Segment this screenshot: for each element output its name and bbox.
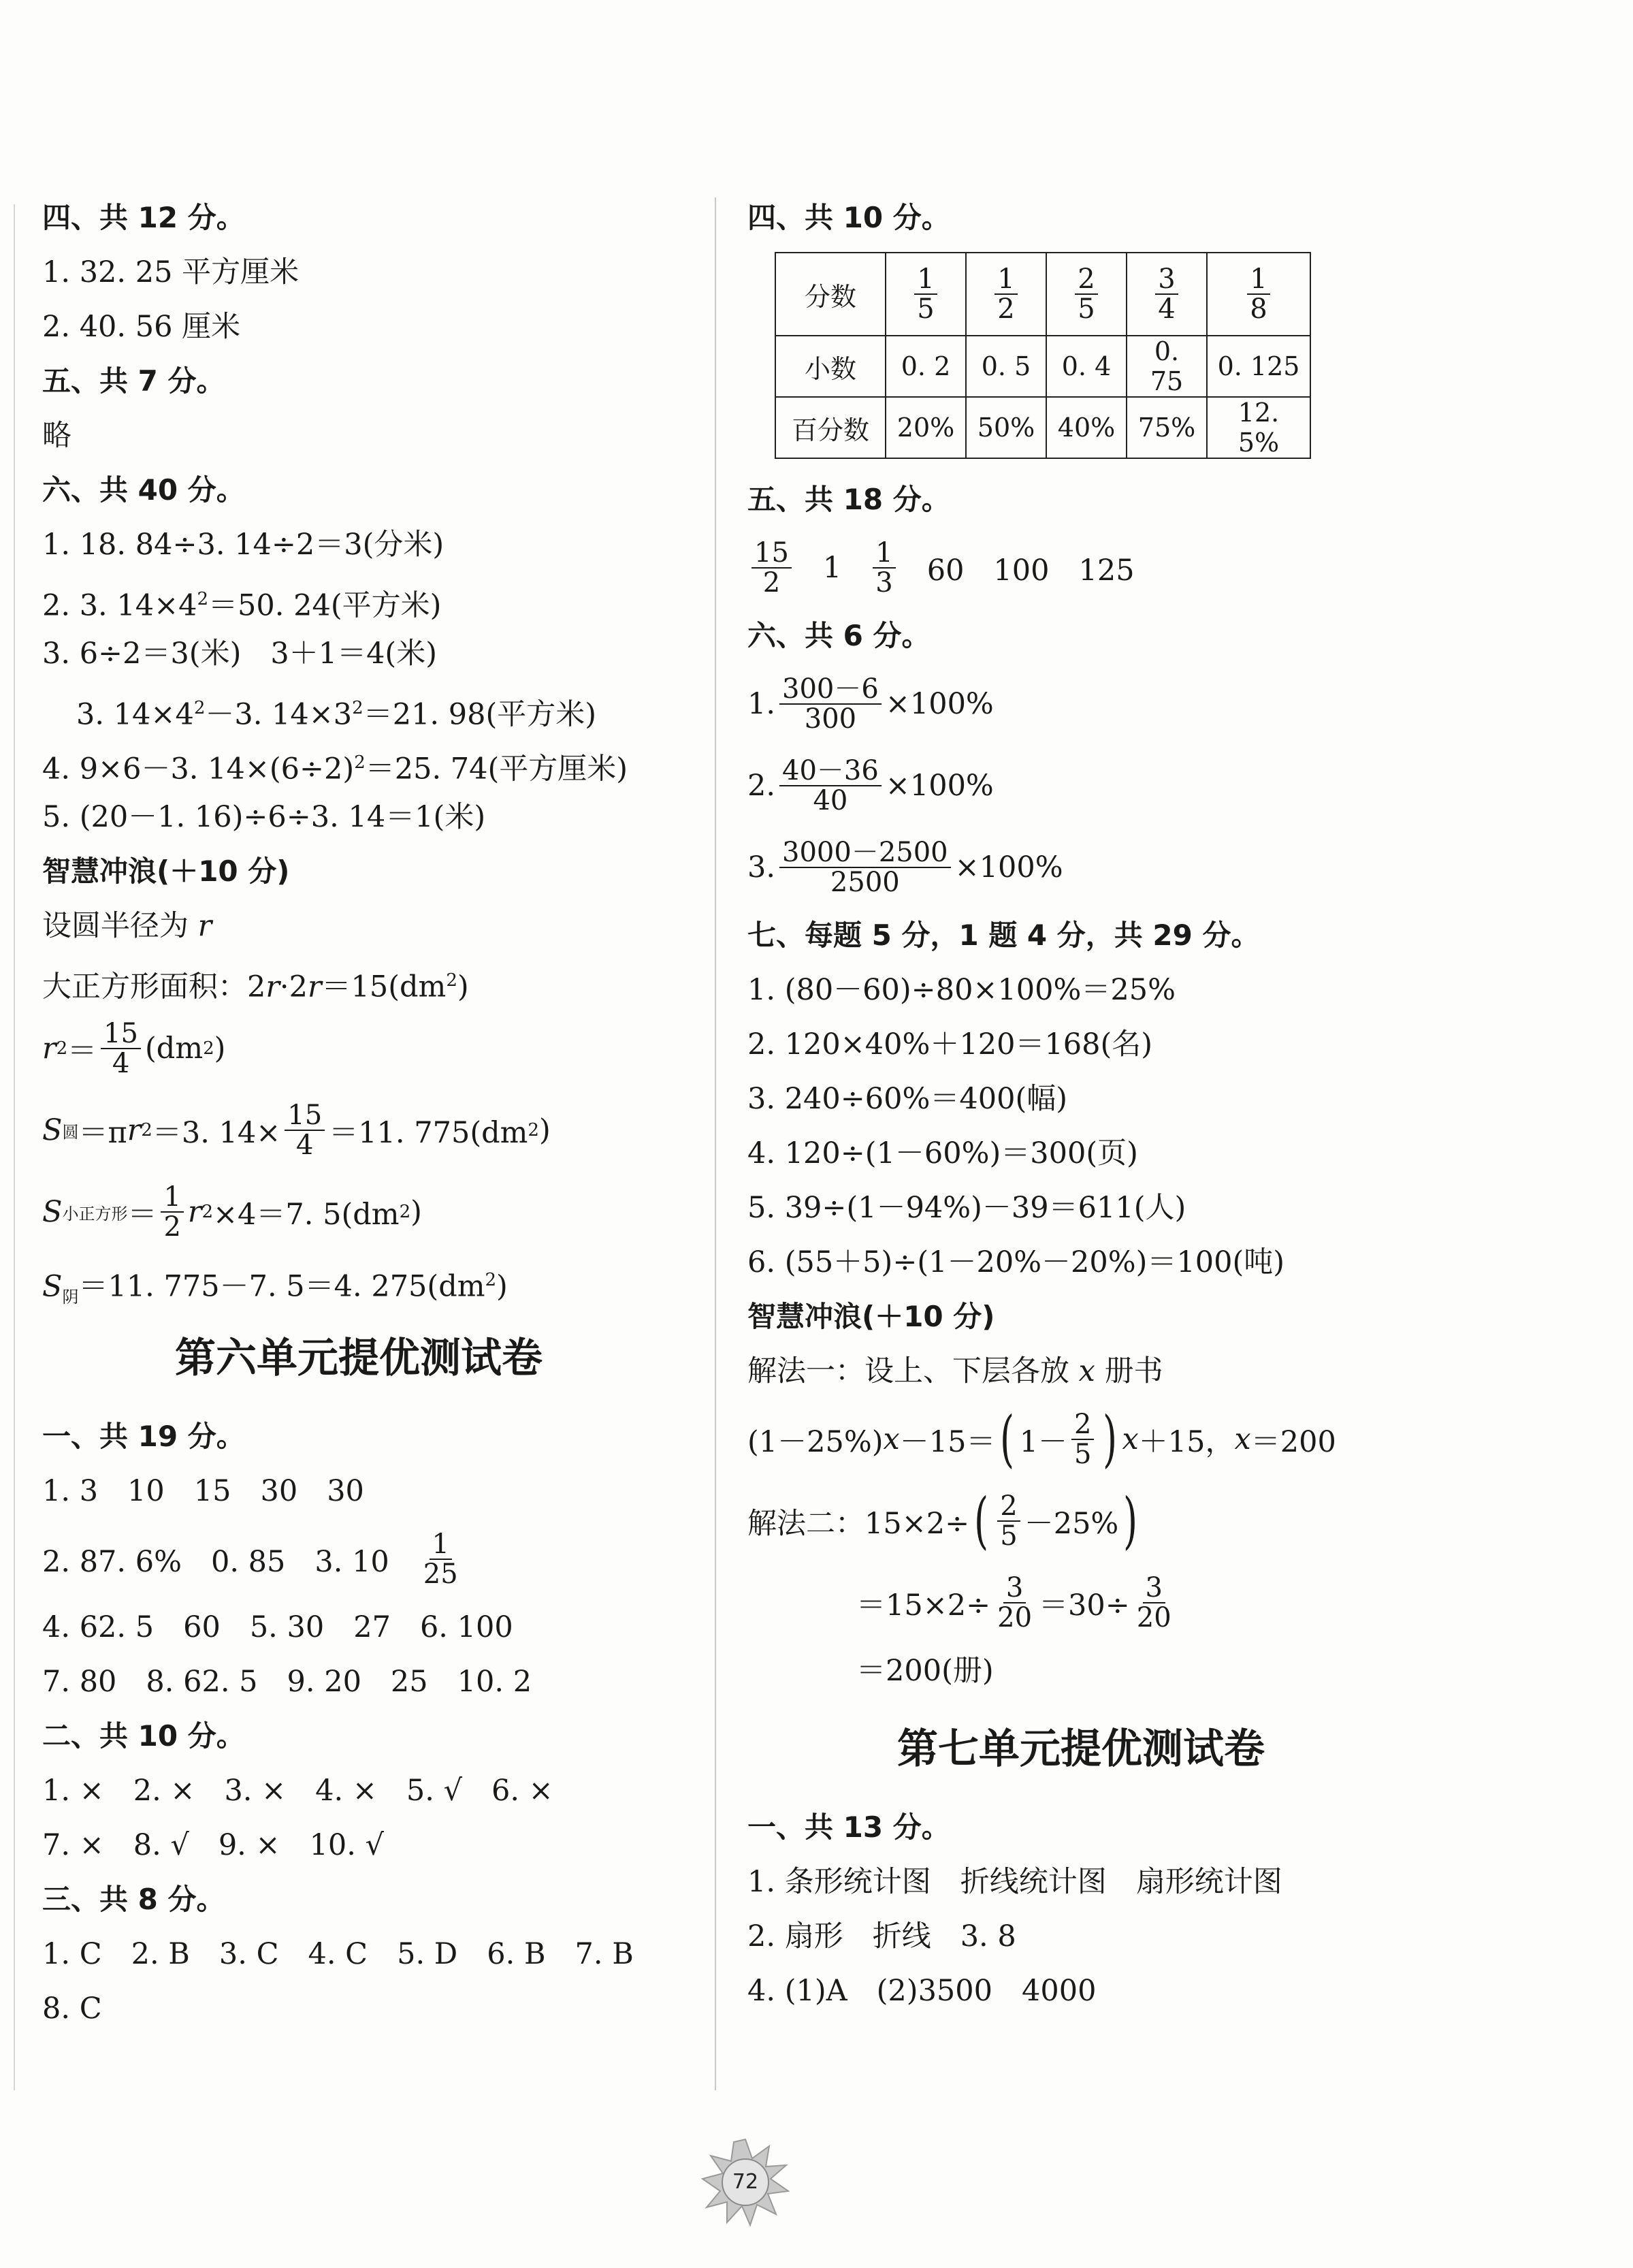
fraction: $\frac{3000-2500}{2500}$ — [779, 838, 951, 897]
answer-line: 1. 32. 25 平方厘米 — [42, 255, 300, 289]
section-heading: 六、共 6 分。 — [747, 619, 931, 652]
table-cell: 20% — [886, 397, 966, 458]
answer-line: 大正方形面积：$2r\cdot 2r=15(dm^2)$ — [42, 970, 469, 1004]
answer-line: 解法二：15×2÷ ( $\frac{2}{5}$ －25% ) — [747, 1485, 1138, 1556]
page-number-badge — [701, 2138, 790, 2226]
bonus-heading: 智慧冲浪(＋10 分) — [42, 855, 290, 888]
answer-line: $S_阴=11$. 775－7. 5＝4. $275(dm^2)$ — [42, 1269, 508, 1307]
table-cell: 小数 — [775, 336, 886, 397]
unit-title: 第六单元提优测试卷 — [175, 1335, 543, 1382]
answer-line: 1. 条形统计图 折线统计图 扇形统计图 — [747, 1865, 1282, 1899]
fraction: $\frac{2}{5}$ — [997, 1492, 1020, 1550]
answer-line: 4. (1)A (2)3500 4000 — [747, 1974, 1097, 2008]
answer-line: ＝15×2÷ $\frac{3}{20}$ ＝30÷ $\frac{3}{20}$ — [747, 1562, 1414, 1644]
answer-line: 2. 87. 6% 0. 85 3. 10 $\frac{1}{25}$ — [42, 1518, 675, 1600]
table-cell: $\frac{3}{4}$ — [1127, 253, 1207, 336]
answer-line: 1. × 2. × 3. × 4. × 5. √ 6. × — [42, 1774, 553, 1808]
column-divider — [715, 197, 716, 2090]
section-heading: 二、共 10 分。 — [42, 1719, 245, 1753]
fraction: $\frac{15}{4}$ — [285, 1101, 325, 1160]
answer-line: S 圆 ＝π r 2 ＝3. 14× $\frac{15}{4}$ ＝11. 775(dm 2 ) — [42, 1100, 551, 1161]
table-cell: 0. 75 — [1127, 336, 1207, 397]
table-cell: 分数 — [775, 253, 886, 336]
answer-line: 1. (80－60)÷80×100%＝25% — [747, 973, 1176, 1007]
fraction: $\frac{3}{20}$ — [997, 1572, 1033, 1633]
table-cell: $\frac{1}{5}$ — [886, 253, 966, 336]
table-row — [775, 253, 1310, 336]
fraction: $\frac{15}{2}$ — [751, 539, 792, 597]
table-cell: 0. 125 — [1207, 336, 1310, 397]
fraction: $\frac{1}{25}$ — [423, 1529, 458, 1590]
fraction: $\frac{2}{5}$ — [1071, 1410, 1094, 1469]
answer-line: 5. 39÷(1－94%)－39＝611(人) — [747, 1191, 1186, 1225]
answer-line: 2. 3. $14\times 4^2=50$. 24(平方米) — [42, 588, 442, 623]
answer-line: 1. 18. 84÷3. 14÷2＝3(分米) — [42, 528, 444, 562]
answer-line: 略 — [42, 419, 71, 453]
table-cell: 40% — [1046, 397, 1127, 458]
table-cell: 12. 5% — [1207, 397, 1310, 458]
answer-line: 2. 40. 56 厘米 — [42, 310, 241, 344]
answer-line: 4. 9×6－3. $14\times(6\div 2)^2=25$. 74(平方厘米) — [42, 752, 628, 786]
fraction: $\frac{3}{20}$ — [1136, 1572, 1171, 1633]
answer-line: 1. 3 10 15 30 30 — [42, 1474, 364, 1508]
table-cell: 50% — [966, 397, 1046, 458]
section-heading: 七、每题 5 分，1 题 4 分，共 29 分。 — [747, 919, 1260, 952]
page-number: 72 — [732, 2170, 759, 2194]
answer-line: 5. (20－1. 16)÷6÷3. 14＝1(米) — [42, 800, 486, 834]
answer-line: 2. $\frac{40-36}{40}$ ×100% — [747, 755, 994, 816]
table-cell: $\frac{1}{8}$ — [1207, 253, 1310, 336]
answer-line: 3. $14\times 4^2-3$. $14\times 3^2=21$. 98(平方米) — [76, 697, 597, 732]
bonus-heading: 智慧冲浪(＋10 分) — [747, 1300, 995, 1333]
fraction: $\frac{40-36}{40}$ — [779, 756, 882, 815]
answer-line: 4. 120÷(1－60%)＝300(页) — [747, 1136, 1138, 1170]
section-heading: 五、共 18 分。 — [747, 483, 950, 516]
answer-line: $\frac{15}{2}$ 1 $\frac{1}{3}$ 60 100 125 — [747, 527, 1414, 609]
answer-line: 1. $\frac{300-6}{300}$ ×100% — [747, 673, 994, 735]
left-margin-rule — [14, 204, 15, 2090]
table-cell: $\frac{1}{2}$ — [966, 253, 1046, 336]
table-cell: $\frac{2}{5}$ — [1046, 253, 1127, 336]
section-heading: 一、共 13 分。 — [747, 1810, 950, 1844]
left-column — [42, 191, 675, 2036]
section-heading: 三、共 8 分。 — [42, 1883, 225, 1916]
conversion-table — [775, 252, 1311, 459]
answer-line: 4. 62. 5 60 5. 30 27 6. 100 — [42, 1610, 513, 1644]
right-column — [747, 191, 1414, 2018]
table-row — [775, 336, 1310, 397]
answer-line: 3. 6÷2＝3(米) 3＋1＝4(米) — [42, 637, 437, 671]
answer-line: 3. 240÷60%＝400(幅) — [747, 1082, 1067, 1116]
answer-line: 1. C 2. B 3. C 4. C 5. D 6. B 7. B — [42, 1937, 634, 1971]
table-cell: 0. 4 — [1046, 336, 1127, 397]
answer-line: 6. (55＋5)÷(1－20%－20%)＝100(吨) — [747, 1245, 1285, 1279]
table-cell: 0. 2 — [886, 336, 966, 397]
table-cell: 0. 5 — [966, 336, 1046, 397]
answer-line: 7. 80 8. 62. 5 9. 20 25 10. 2 — [42, 1665, 532, 1699]
table-cell: 百分数 — [775, 397, 886, 458]
answer-line: S 小正方形 ＝ $\frac{1}{2}$ r 2 ×4＝7. 5(dm 2 ) — [42, 1181, 422, 1243]
answer-line: 7. × 8. √ 9. × 10. √ — [42, 1828, 384, 1862]
section-heading: 四、共 12 分。 — [42, 201, 245, 234]
unit-title: 第七单元提优测试卷 — [897, 1725, 1265, 1773]
section-heading: 四、共 10 分。 — [747, 201, 950, 234]
table-cell: 75% — [1127, 397, 1207, 458]
fraction: $\frac{1}{2}$ — [161, 1183, 183, 1241]
answer-line: 3. $\frac{3000-2500}{2500}$ ×100% — [747, 837, 1063, 898]
section-heading: 一、共 19 分。 — [42, 1420, 245, 1453]
section-heading: 五、共 7 分。 — [42, 364, 225, 398]
fraction: $\frac{300-6}{300}$ — [779, 675, 882, 733]
answer-line: 设圆半径为 r — [42, 909, 212, 943]
fraction: $\frac{1}{3}$ — [873, 539, 895, 597]
answer-line: r 2 ＝ $\frac{15}{4}$ (dm 2 ) — [42, 1018, 226, 1079]
answer-line: 2. 120×40%＋120＝168(名) — [747, 1027, 1153, 1061]
answer-line: 解法一：设上、下层各放 x 册书 — [747, 1354, 1163, 1388]
fraction: $\frac{15}{4}$ — [101, 1019, 141, 1078]
answer-line: 2. 扇形 折线 3. 8 — [747, 1919, 1016, 1953]
table-row — [775, 397, 1310, 458]
answer-line: 8. C — [42, 1992, 102, 2026]
answer-line: (1－25%) x －15＝ ( 1－ $\frac{2}{5}$ ) x ＋15， x ＝200 — [747, 1403, 1336, 1475]
answer-line: ＝200(册) — [856, 1654, 994, 1688]
section-heading: 六、共 40 分。 — [42, 473, 245, 507]
